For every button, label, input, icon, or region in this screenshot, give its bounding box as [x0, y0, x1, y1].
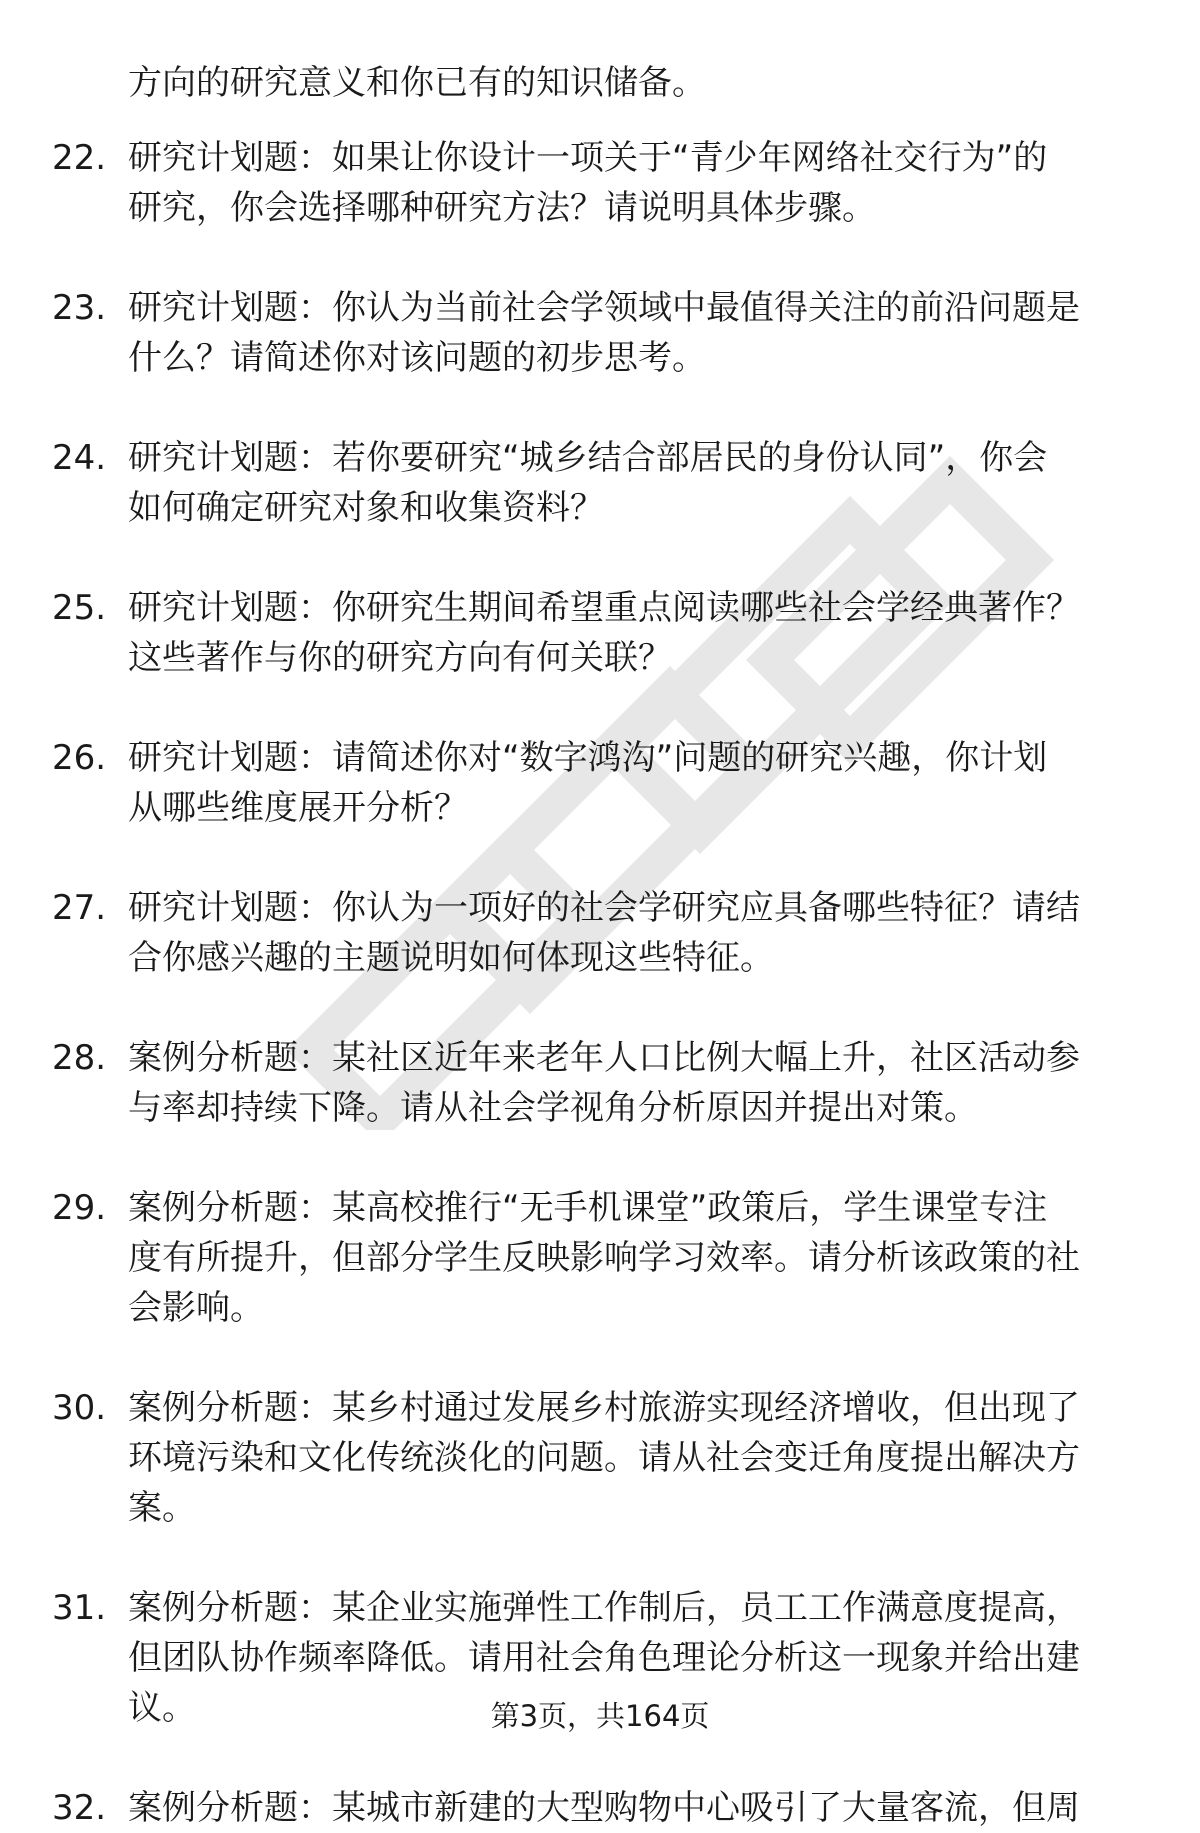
question-item	[52, 583, 1150, 683]
question-text-line: 研究计划题：如果让你设计一项关于“青少年网络社交行为”的	[128, 138, 1048, 178]
question-text	[128, 133, 1138, 233]
question-text-line: 与率却持续下降。请从社会学视角分析原因并提出对策。	[128, 1088, 978, 1128]
question-text-line: 合你感兴趣的主题说明如何体现这些特征。	[128, 938, 774, 978]
question-text-line: 从哪些维度展开分析？	[128, 788, 468, 828]
question-text	[128, 1383, 1138, 1533]
question-text	[128, 733, 1138, 833]
question-number: 31.	[52, 1588, 107, 1628]
question-text	[128, 283, 1138, 383]
question-text-line: 会影响。	[128, 1288, 264, 1328]
question-item	[52, 433, 1150, 533]
question-text-line: 这些著作与你的研究方向有何关联？	[128, 638, 672, 678]
question-text-line: 研究计划题：你研究生期间希望重点阅读哪些社会学经典著作？	[128, 588, 1080, 628]
question-text	[128, 1783, 1138, 1833]
question-text-line: 研究计划题：请简述你对“数字鸿沟”问题的研究兴趣，你计划	[128, 738, 1048, 778]
question-number: 29.	[52, 1188, 107, 1228]
question-text	[128, 1033, 1138, 1133]
question-text-line: 什么？请简述你对该问题的初步思考。	[128, 338, 706, 378]
question-text-line: 研究计划题：你认为一项好的社会学研究应具备哪些特征？请结	[128, 888, 1080, 928]
page-footer: 第3页，共164页	[490, 1699, 710, 1733]
question-text-line: 案。	[128, 1488, 196, 1528]
question-text-line: 但团队协作频率降低。请用社会角色理论分析这一现象并给出建	[128, 1638, 1080, 1678]
question-item	[52, 283, 1150, 383]
question-number: 28.	[52, 1038, 107, 1078]
question-item	[52, 883, 1150, 983]
question-text-line: 案例分析题：某高校推行“无手机课堂”政策后，学生课堂专注	[128, 1188, 1048, 1228]
question-text	[128, 1183, 1138, 1333]
question-number: 27.	[52, 888, 107, 928]
question-item	[52, 133, 1150, 233]
question-text-line: 议。	[128, 1688, 196, 1728]
question-text-line: 度有所提升，但部分学生反映影响学习效率。请分析该政策的社	[128, 1238, 1080, 1278]
question-item	[52, 733, 1150, 833]
question-text-line: 案例分析题：某社区近年来老年人口比例大幅上升，社区活动参	[128, 1038, 1080, 1078]
question-item	[52, 1383, 1150, 1533]
question-text	[128, 433, 1138, 533]
question-number: 26.	[52, 738, 107, 778]
question-item	[52, 1033, 1150, 1133]
question-text	[128, 583, 1138, 683]
question-item	[52, 1783, 1150, 1833]
question-number: 25.	[52, 588, 107, 628]
question-number: 24.	[52, 438, 107, 478]
question-text-line: 研究计划题：你认为当前社会学领域中最值得关注的前沿问题是	[128, 288, 1080, 328]
question-text-line: 研究计划题：若你要研究“城乡结合部居民的身份认同”，你会	[128, 438, 1048, 478]
question-text	[128, 883, 1138, 983]
question-number: 32.	[52, 1788, 107, 1828]
question-text-line: 如何确定研究对象和收集资料？	[128, 488, 604, 528]
question-text-line: 研究，你会选择哪种研究方法？请说明具体步骤。	[128, 188, 876, 228]
question-text-line: 环境污染和文化传统淡化的问题。请从社会变迁角度提出解决方	[128, 1438, 1080, 1478]
question-text-line: 案例分析题：某企业实施弹性工作制后，员工工作满意度提高，	[128, 1588, 1080, 1628]
question-text-line: 案例分析题：某乡村通过发展乡村旅游实现经济增收，但出现了	[128, 1388, 1080, 1428]
question-number: 30.	[52, 1388, 107, 1428]
question-number: 22.	[52, 138, 107, 178]
continuation-text: 方向的研究意义和你已有的知识储备。	[128, 63, 706, 103]
question-text-line: 案例分析题：某城市新建的大型购物中心吸引了大量客流，但周	[128, 1788, 1080, 1828]
question-item	[52, 1183, 1150, 1333]
question-number: 23.	[52, 288, 107, 328]
